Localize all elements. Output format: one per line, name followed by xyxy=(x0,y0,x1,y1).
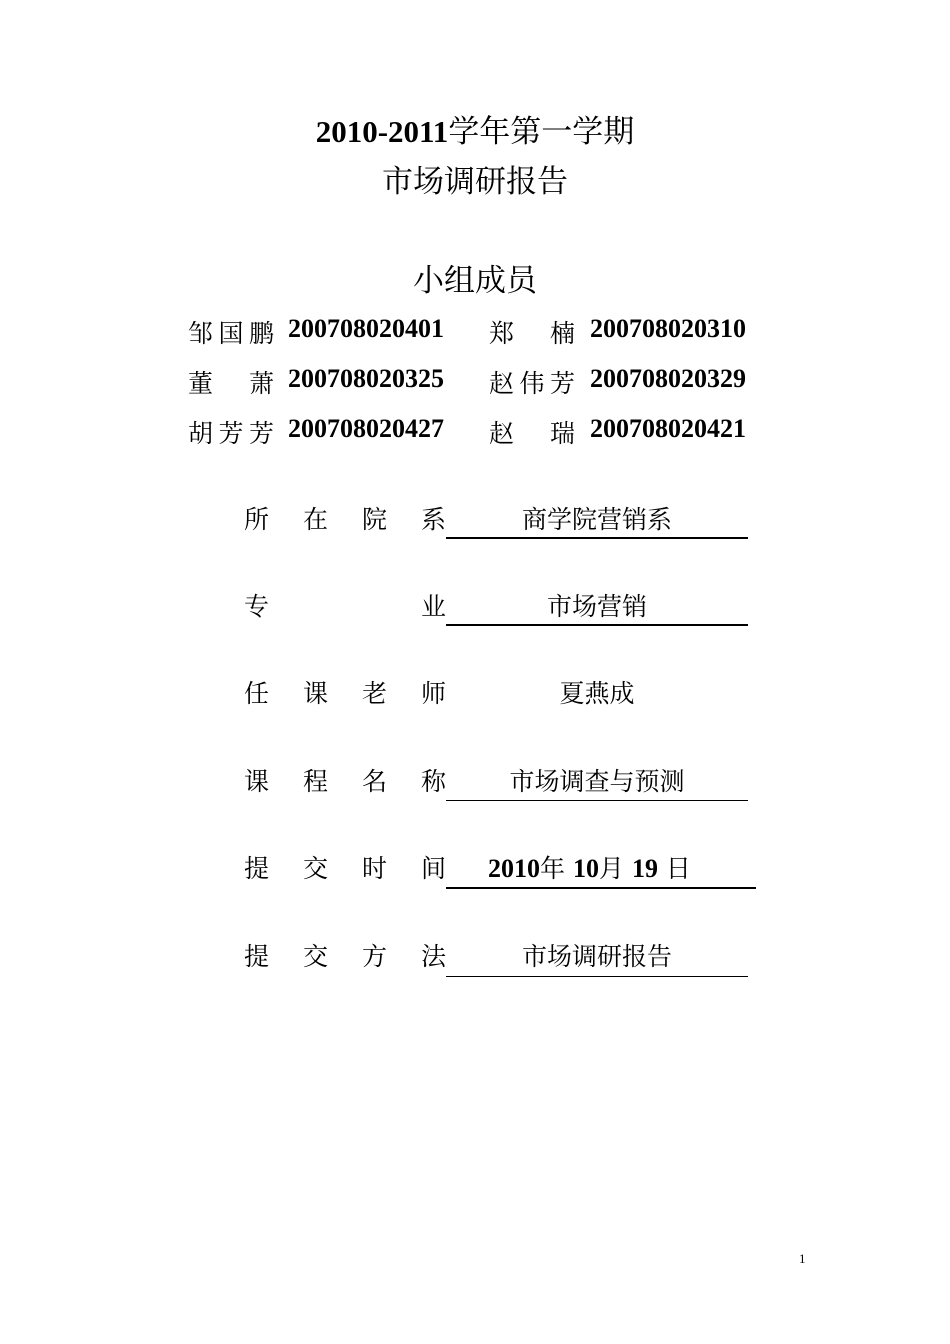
label-char: 专 xyxy=(244,592,270,621)
field-value: 商学院营销系 xyxy=(521,505,672,534)
label-char: 时 xyxy=(361,854,387,883)
label-char: 老 xyxy=(361,679,387,708)
member-name xyxy=(188,364,274,400)
field-underline xyxy=(446,800,748,801)
label-char: 名 xyxy=(361,767,387,796)
label-char: 提 xyxy=(244,854,270,883)
date-month: 10 xyxy=(572,854,599,883)
label-char: 院 xyxy=(361,505,387,534)
student-id: 200708020325 xyxy=(288,364,444,393)
field-value: 市场营销 xyxy=(546,592,647,621)
name-char: 芳 xyxy=(248,419,274,448)
name-char: 伟 xyxy=(519,369,545,398)
date-day-unit: 日 xyxy=(665,854,691,883)
label-char: 法 xyxy=(420,942,446,971)
label-char: 课 xyxy=(244,767,270,796)
field-label xyxy=(244,849,446,885)
field-major xyxy=(0,587,950,637)
label-char: 任 xyxy=(244,679,270,708)
label-char: 称 xyxy=(420,767,446,796)
member-row xyxy=(0,414,950,450)
name-char: 瑞 xyxy=(549,419,575,448)
name-char: 胡 xyxy=(188,419,214,448)
semester-label: 学年第一学期 xyxy=(448,114,635,150)
name-char: 芳 xyxy=(218,419,244,448)
semester-title xyxy=(0,106,950,151)
member-row xyxy=(0,364,950,400)
member-row xyxy=(0,314,950,350)
name-char: 董 xyxy=(188,369,214,398)
label-char: 系 xyxy=(420,505,446,534)
field-underline xyxy=(446,537,748,539)
name-char: 邹 xyxy=(188,319,214,348)
date-day: 19 xyxy=(631,854,658,883)
student-id: 200708020427 xyxy=(288,414,444,443)
field-value: 夏燕成 xyxy=(559,679,635,708)
label-char: 间 xyxy=(420,854,446,883)
field-value: 市场调查与预测 xyxy=(509,767,685,796)
name-char: 赵 xyxy=(489,369,515,398)
name-char: 芳 xyxy=(549,369,575,398)
label-char: 方 xyxy=(361,942,387,971)
label-char: 交 xyxy=(302,854,328,883)
member-name xyxy=(489,364,575,400)
label-char: 交 xyxy=(302,942,328,971)
label-char: 在 xyxy=(302,505,328,534)
student-id: 200708020401 xyxy=(288,314,444,343)
field-underline xyxy=(446,624,748,626)
member-name xyxy=(188,414,274,450)
field-label xyxy=(244,937,446,973)
page-number: 1 xyxy=(799,1251,806,1266)
member-name xyxy=(188,314,274,350)
label-char: 程 xyxy=(302,767,328,796)
date-year-unit: 年 xyxy=(540,854,566,883)
field-submit-method xyxy=(0,937,950,987)
field-underline xyxy=(446,976,748,977)
label-char: 课 xyxy=(302,679,328,708)
field-label xyxy=(244,762,446,798)
field-course-name xyxy=(0,762,950,812)
field-label xyxy=(244,500,446,536)
date-year: 2010 xyxy=(488,854,540,883)
field-value: 市场调研报告 xyxy=(521,942,672,971)
student-id: 200708020329 xyxy=(590,364,746,393)
label-char: 提 xyxy=(244,942,270,971)
field-department xyxy=(0,500,950,550)
label-char: 所 xyxy=(244,505,270,534)
field-underline xyxy=(446,887,756,889)
member-name xyxy=(489,414,575,450)
member-name xyxy=(489,314,575,350)
name-char: 鹏 xyxy=(248,319,274,348)
name-char: 郑 xyxy=(489,319,515,348)
name-char: 赵 xyxy=(489,419,515,448)
report-title: 市场调研报告 xyxy=(382,164,568,200)
label-char: 业 xyxy=(420,592,446,621)
field-teacher xyxy=(0,674,950,724)
name-char: 国 xyxy=(218,319,244,348)
field-label xyxy=(244,587,446,623)
label-char: 师 xyxy=(420,679,446,708)
student-id: 200708020421 xyxy=(590,414,746,443)
date-month-unit: 月 xyxy=(598,854,624,883)
members-heading: 小组成员 xyxy=(413,263,537,299)
student-id: 200708020310 xyxy=(590,314,746,343)
year-range: 2010-2011 xyxy=(315,114,449,149)
submit-date xyxy=(488,849,748,885)
field-submit-time xyxy=(0,849,950,899)
name-char: 楠 xyxy=(549,319,575,348)
name-char: 萧 xyxy=(248,369,274,398)
field-label xyxy=(244,674,446,710)
